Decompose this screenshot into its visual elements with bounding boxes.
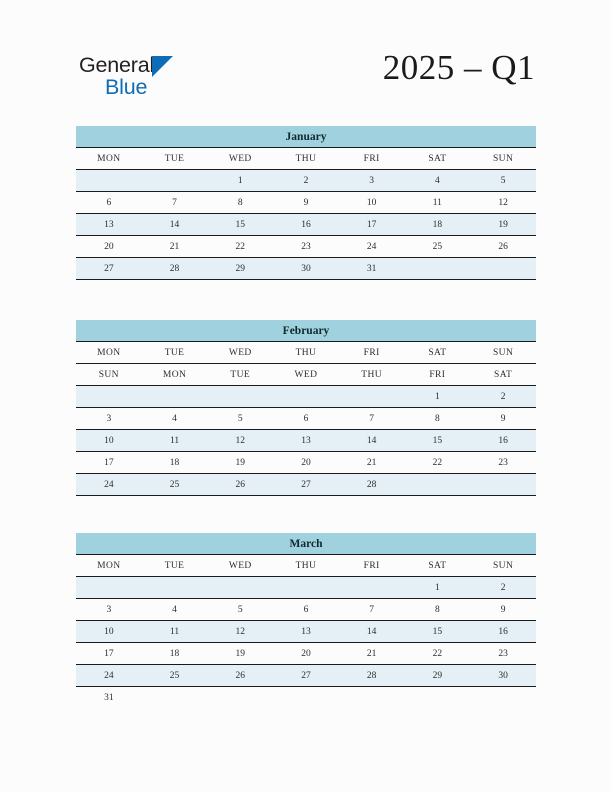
day-cell[interactable]: 26 bbox=[207, 665, 273, 687]
weekday-header-sat: SAT bbox=[405, 148, 471, 170]
table-row bbox=[76, 474, 536, 496]
calendar-body bbox=[76, 386, 536, 496]
day-cell[interactable]: 15 bbox=[207, 214, 273, 236]
weekday-header-secondary-tue: TUE bbox=[207, 364, 273, 386]
day-cell[interactable]: 12 bbox=[470, 192, 536, 214]
day-cell[interactable]: 1 bbox=[405, 386, 471, 408]
day-cell[interactable]: 28 bbox=[339, 665, 405, 687]
day-cell[interactable]: 1 bbox=[405, 577, 471, 599]
day-cell[interactable]: 24 bbox=[76, 474, 142, 496]
day-cell[interactable]: 9 bbox=[273, 192, 339, 214]
day-cell[interactable]: 16 bbox=[273, 214, 339, 236]
table-row bbox=[76, 236, 536, 258]
day-cell[interactable]: 8 bbox=[207, 192, 273, 214]
day-cell[interactable]: 10 bbox=[339, 192, 405, 214]
day-cell[interactable]: 20 bbox=[76, 236, 142, 258]
day-cell[interactable] bbox=[142, 687, 208, 709]
brand-name-secondary: Blue bbox=[105, 75, 148, 99]
day-cell[interactable]: 25 bbox=[142, 474, 208, 496]
calendar-table-february bbox=[76, 342, 536, 496]
month-title: January bbox=[76, 126, 536, 148]
day-cell[interactable]: 21 bbox=[142, 236, 208, 258]
day-cell[interactable]: 22 bbox=[405, 643, 471, 665]
weekday-header-secondary-sat: SAT bbox=[470, 364, 536, 386]
day-cell[interactable]: 6 bbox=[273, 408, 339, 430]
day-cell[interactable]: 19 bbox=[470, 214, 536, 236]
table-row bbox=[76, 687, 536, 709]
day-cell[interactable]: 3 bbox=[76, 599, 142, 621]
day-cell[interactable]: 30 bbox=[273, 258, 339, 280]
day-cell[interactable]: 24 bbox=[339, 236, 405, 258]
day-cell[interactable]: 26 bbox=[470, 236, 536, 258]
day-cell[interactable]: 17 bbox=[76, 452, 142, 474]
day-cell[interactable] bbox=[142, 386, 208, 408]
day-cell[interactable]: 13 bbox=[273, 430, 339, 452]
day-cell[interactable]: 29 bbox=[405, 665, 471, 687]
weekday-header-tue: TUE bbox=[142, 555, 208, 577]
day-cell[interactable] bbox=[207, 577, 273, 599]
table-row bbox=[76, 386, 536, 408]
day-cell[interactable]: 14 bbox=[339, 430, 405, 452]
table-row bbox=[76, 430, 536, 452]
weekday-header-secondary-wed: WED bbox=[273, 364, 339, 386]
weekday-header-thu: THU bbox=[273, 148, 339, 170]
triangle-right-icon bbox=[152, 56, 173, 77]
day-cell[interactable]: 19 bbox=[207, 643, 273, 665]
month-title: March bbox=[76, 533, 536, 555]
weekday-header-mon: MON bbox=[76, 148, 142, 170]
day-cell[interactable]: 8 bbox=[405, 408, 471, 430]
weekday-header-sun: SUN bbox=[470, 342, 536, 364]
day-cell[interactable] bbox=[76, 577, 142, 599]
day-cell[interactable]: 20 bbox=[273, 452, 339, 474]
day-cell[interactable]: 4 bbox=[142, 408, 208, 430]
table-row bbox=[76, 665, 536, 687]
day-cell[interactable] bbox=[273, 577, 339, 599]
day-cell[interactable]: 9 bbox=[470, 599, 536, 621]
day-cell[interactable] bbox=[339, 687, 405, 709]
day-cell[interactable]: 29 bbox=[207, 258, 273, 280]
day-cell[interactable]: 23 bbox=[273, 236, 339, 258]
day-cell[interactable]: 2 bbox=[470, 577, 536, 599]
page-title: 2025 – Q1 bbox=[382, 48, 535, 87]
calendar-table-january bbox=[76, 148, 536, 280]
day-cell[interactable] bbox=[339, 386, 405, 408]
day-cell[interactable]: 17 bbox=[76, 643, 142, 665]
day-cell[interactable] bbox=[405, 687, 471, 709]
brand-name-primary: General bbox=[79, 53, 155, 77]
table-row bbox=[76, 599, 536, 621]
day-cell[interactable] bbox=[142, 170, 208, 192]
month-block-january bbox=[76, 126, 536, 280]
day-cell[interactable]: 2 bbox=[470, 386, 536, 408]
day-cell[interactable]: 15 bbox=[405, 621, 471, 643]
day-cell[interactable]: 27 bbox=[273, 474, 339, 496]
day-cell[interactable]: 25 bbox=[142, 665, 208, 687]
table-row bbox=[76, 258, 536, 280]
table-row bbox=[76, 192, 536, 214]
month-block-march bbox=[76, 533, 536, 708]
day-cell[interactable]: 2 bbox=[273, 170, 339, 192]
day-cell[interactable]: 6 bbox=[76, 192, 142, 214]
day-cell[interactable]: 22 bbox=[207, 236, 273, 258]
day-cell[interactable]: 24 bbox=[76, 665, 142, 687]
day-cell[interactable]: 7 bbox=[142, 192, 208, 214]
day-cell[interactable]: 1 bbox=[207, 170, 273, 192]
day-cell[interactable] bbox=[339, 577, 405, 599]
day-cell[interactable]: 10 bbox=[76, 430, 142, 452]
day-cell[interactable] bbox=[76, 170, 142, 192]
day-cell[interactable]: 7 bbox=[339, 599, 405, 621]
brand-logo[interactable] bbox=[79, 53, 199, 105]
weekday-header-sat: SAT bbox=[405, 342, 471, 364]
day-cell[interactable]: 21 bbox=[339, 452, 405, 474]
calendar-header bbox=[76, 148, 536, 170]
month-block-february bbox=[76, 320, 536, 496]
day-cell[interactable]: 6 bbox=[273, 599, 339, 621]
day-cell[interactable]: 10 bbox=[76, 621, 142, 643]
weekday-header-secondary-thu: THU bbox=[339, 364, 405, 386]
day-cell[interactable]: 26 bbox=[207, 474, 273, 496]
weekday-header-mon: MON bbox=[76, 555, 142, 577]
calendar-header bbox=[76, 555, 536, 577]
weekday-header-tue: TUE bbox=[142, 342, 208, 364]
day-cell[interactable]: 31 bbox=[339, 258, 405, 280]
day-cell[interactable]: 11 bbox=[142, 621, 208, 643]
day-cell[interactable]: 23 bbox=[470, 452, 536, 474]
day-cell[interactable]: 12 bbox=[207, 621, 273, 643]
day-cell[interactable]: 5 bbox=[207, 599, 273, 621]
day-cell[interactable]: 25 bbox=[405, 236, 471, 258]
weekday-header-thu: THU bbox=[273, 342, 339, 364]
day-cell[interactable] bbox=[470, 687, 536, 709]
day-cell[interactable]: 28 bbox=[339, 474, 405, 496]
page-header bbox=[0, 0, 612, 118]
day-cell[interactable] bbox=[273, 386, 339, 408]
weekday-header-sat: SAT bbox=[405, 555, 471, 577]
day-cell[interactable]: 14 bbox=[142, 214, 208, 236]
weekday-header-tue: TUE bbox=[142, 148, 208, 170]
weekday-header-mon: MON bbox=[76, 342, 142, 364]
day-cell[interactable]: 27 bbox=[273, 665, 339, 687]
day-cell[interactable]: 7 bbox=[339, 408, 405, 430]
weekday-header-secondary-mon: MON bbox=[142, 364, 208, 386]
day-cell[interactable]: 14 bbox=[339, 621, 405, 643]
calendar-body bbox=[76, 577, 536, 709]
day-cell[interactable]: 9 bbox=[470, 408, 536, 430]
day-cell[interactable]: 18 bbox=[142, 643, 208, 665]
day-cell[interactable]: 8 bbox=[405, 599, 471, 621]
weekday-header-secondary-fri: FRI bbox=[405, 364, 471, 386]
weekday-header-sun: SUN bbox=[470, 555, 536, 577]
weekday-header-wed: WED bbox=[207, 148, 273, 170]
day-cell[interactable]: 28 bbox=[142, 258, 208, 280]
weekday-header-fri: FRI bbox=[339, 148, 405, 170]
day-cell[interactable]: 30 bbox=[470, 665, 536, 687]
day-cell[interactable]: 15 bbox=[405, 430, 471, 452]
day-cell[interactable]: 16 bbox=[470, 621, 536, 643]
weekday-header-row bbox=[76, 555, 536, 577]
day-cell[interactable] bbox=[76, 386, 142, 408]
weekday-header-row-secondary bbox=[76, 364, 536, 386]
table-row bbox=[76, 170, 536, 192]
weekday-header-sun: SUN bbox=[470, 148, 536, 170]
day-cell[interactable] bbox=[405, 258, 471, 280]
table-row bbox=[76, 577, 536, 599]
weekday-header-secondary-sun: SUN bbox=[76, 364, 142, 386]
weekday-header-wed: WED bbox=[207, 555, 273, 577]
day-cell[interactable]: 5 bbox=[207, 408, 273, 430]
day-cell[interactable]: 17 bbox=[339, 214, 405, 236]
day-cell[interactable]: 4 bbox=[142, 599, 208, 621]
day-cell[interactable]: 31 bbox=[104, 692, 114, 703]
day-cell[interactable] bbox=[470, 474, 536, 496]
day-cell[interactable]: 16 bbox=[470, 430, 536, 452]
table-row bbox=[76, 621, 536, 643]
calendar-header bbox=[76, 342, 536, 386]
day-cell[interactable] bbox=[405, 474, 471, 496]
day-cell[interactable]: 12 bbox=[207, 430, 273, 452]
month-title: February bbox=[76, 320, 536, 342]
day-cell[interactable] bbox=[142, 577, 208, 599]
day-cell[interactable]: 20 bbox=[273, 643, 339, 665]
weekday-header-fri: FRI bbox=[339, 555, 405, 577]
day-cell[interactable] bbox=[273, 687, 339, 709]
day-cell[interactable]: 18 bbox=[405, 214, 471, 236]
weekday-header-row bbox=[76, 148, 536, 170]
day-cell[interactable] bbox=[470, 258, 536, 280]
day-cell[interactable]: 22 bbox=[405, 452, 471, 474]
table-row bbox=[76, 643, 536, 665]
day-cell[interactable]: 23 bbox=[470, 643, 536, 665]
calendar-body bbox=[76, 170, 536, 280]
day-cell[interactable]: 11 bbox=[405, 192, 471, 214]
weekday-header-wed: WED bbox=[207, 342, 273, 364]
table-row bbox=[76, 452, 536, 474]
weekday-header-fri: FRI bbox=[339, 342, 405, 364]
day-cell[interactable]: 18 bbox=[142, 452, 208, 474]
day-cell[interactable]: 4 bbox=[405, 170, 471, 192]
day-cell[interactable]: 27 bbox=[76, 258, 142, 280]
day-cell[interactable]: 5 bbox=[470, 170, 536, 192]
day-cell[interactable]: 13 bbox=[273, 621, 339, 643]
weekday-header-thu: THU bbox=[273, 555, 339, 577]
day-cell[interactable]: 3 bbox=[339, 170, 405, 192]
weekday-header-row bbox=[76, 342, 536, 364]
day-cell[interactable]: 19 bbox=[207, 452, 273, 474]
day-cell[interactable]: 21 bbox=[339, 643, 405, 665]
calendar-table-march bbox=[76, 555, 536, 708]
day-cell[interactable] bbox=[207, 687, 273, 709]
day-cell[interactable]: 11 bbox=[142, 430, 208, 452]
day-cell[interactable]: 13 bbox=[76, 214, 142, 236]
table-row bbox=[76, 408, 536, 430]
day-cell[interactable]: 3 bbox=[76, 408, 142, 430]
day-cell[interactable] bbox=[207, 386, 273, 408]
table-row bbox=[76, 214, 536, 236]
